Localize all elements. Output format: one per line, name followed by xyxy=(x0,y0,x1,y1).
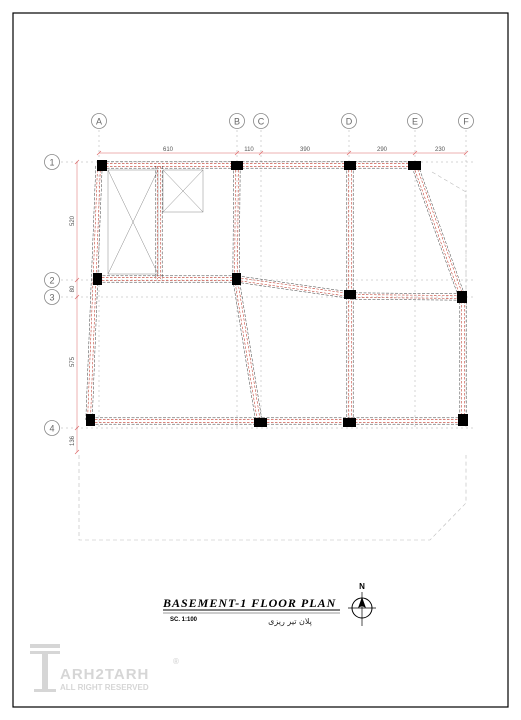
column xyxy=(97,160,107,171)
beam xyxy=(156,166,162,279)
site-boundary-right xyxy=(432,172,466,290)
beam xyxy=(102,162,413,168)
site-boundary xyxy=(79,455,466,540)
dim-label: 136 xyxy=(70,435,76,447)
beam xyxy=(460,297,466,420)
grid-col-B xyxy=(230,114,245,129)
beam xyxy=(412,165,465,298)
beam xyxy=(98,276,236,282)
column xyxy=(343,418,356,427)
plan-scale: SC. 1:100 xyxy=(170,617,198,623)
column xyxy=(86,414,95,426)
column xyxy=(254,418,267,427)
grid-col-D xyxy=(342,114,357,129)
grid-row-1 xyxy=(45,155,60,170)
dim-label: 230 xyxy=(434,147,446,153)
brand-logo xyxy=(30,644,179,692)
beam xyxy=(347,297,353,422)
grid-col-label: B xyxy=(233,116,241,127)
dimension-top xyxy=(97,147,468,155)
beam xyxy=(91,418,463,424)
plan-title: BASEMENT-1 FLOOR PLAN xyxy=(163,596,337,610)
beam xyxy=(347,166,353,294)
column xyxy=(458,414,468,426)
grid-row-2 xyxy=(45,273,60,288)
column xyxy=(231,161,243,170)
dim-label: 80 xyxy=(70,285,76,293)
grid-col-A xyxy=(92,114,107,129)
brand-registered-mark: ® xyxy=(173,657,179,666)
dimension-left xyxy=(70,160,79,454)
north-label: N xyxy=(359,582,365,591)
grid-col-label: C xyxy=(257,116,265,127)
column xyxy=(344,161,356,170)
grid-col-label: F xyxy=(463,116,469,127)
dim-label: 575 xyxy=(70,356,76,368)
dim-label: 110 xyxy=(244,147,254,153)
dim-label: 520 xyxy=(70,215,76,227)
column xyxy=(408,161,421,170)
beam xyxy=(237,276,350,298)
beam xyxy=(233,166,240,278)
grid-row-3 xyxy=(45,290,60,305)
grid-col-label: E xyxy=(411,116,419,127)
grid-row-label: 4 xyxy=(49,423,55,434)
beam xyxy=(86,166,102,420)
grid-col-C xyxy=(254,114,269,129)
column xyxy=(93,273,102,285)
column xyxy=(457,291,467,303)
grid-col-E xyxy=(408,114,423,129)
dim-label: 290 xyxy=(376,147,388,153)
stair-void xyxy=(108,170,158,274)
brand-name: ARH2TARH xyxy=(60,666,150,683)
elevator-void xyxy=(163,170,203,212)
grid-row-label: 1 xyxy=(49,157,55,168)
column xyxy=(344,290,356,299)
north-arrow-icon xyxy=(348,582,376,626)
grid-col-F xyxy=(459,114,474,129)
grid-col-label: D xyxy=(345,116,353,127)
grid-lines xyxy=(61,130,475,430)
dim-label: 390 xyxy=(299,147,311,153)
brand-logo-mark xyxy=(30,644,60,692)
grid-row-label: 2 xyxy=(49,275,55,286)
grid-row-4 xyxy=(45,421,60,436)
grid-row-label: 3 xyxy=(49,292,55,303)
grid-col-label: A xyxy=(95,116,103,127)
brand-tagline: ALL RIGHT RESERVED xyxy=(60,683,149,692)
plan-subtitle-fa: پلان تیر ریزی xyxy=(268,617,312,626)
beam xyxy=(350,293,462,300)
dim-label: 610 xyxy=(162,147,174,153)
column xyxy=(232,273,241,285)
